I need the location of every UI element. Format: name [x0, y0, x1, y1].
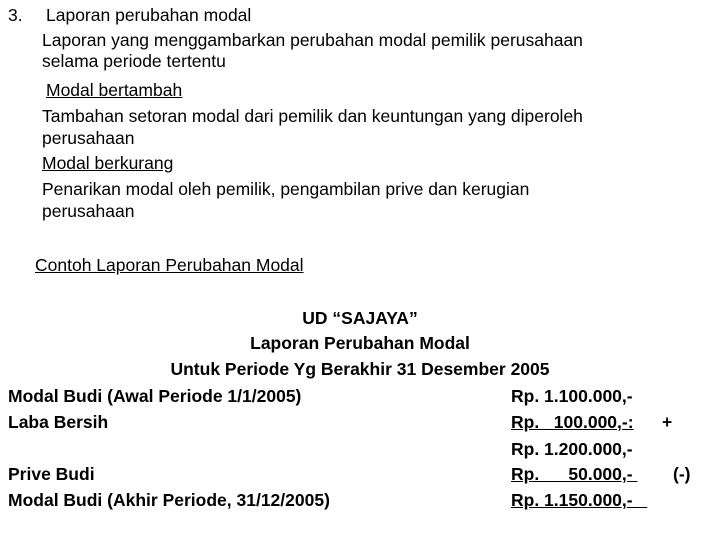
- row-operator-minus: (-): [673, 464, 691, 484]
- report-period: Untuk Periode Yg Berakhir 31 Desember 2005: [170, 359, 550, 379]
- section-title: Laporan perubahan modal: [46, 5, 252, 25]
- row-operator-plus: +: [662, 412, 673, 432]
- definition-line-1: Laporan yang menggambarkan perubahan modal pemilik perusahaan: [42, 30, 583, 50]
- decrease-line-2: perusahaan: [42, 201, 135, 221]
- row-amount-net-income: Rp. 100.000,-:: [511, 412, 634, 432]
- increase-line-2: perusahaan: [42, 128, 135, 148]
- definition-line-2: selama periode tertentu: [42, 51, 226, 71]
- row-label-closing-capital: Modal Budi (Akhir Periode, 31/12/2005): [8, 490, 330, 510]
- row-amount-closing-capital: Rp. 1.150.000,-: [511, 490, 648, 510]
- increase-line-1: Tambahan setoran modal dari pemilik dan keuntungan yang diperoleh: [42, 106, 583, 126]
- increase-heading: Modal bertambah: [46, 80, 183, 100]
- row-label-net-income: Laba Bersih: [8, 412, 109, 432]
- decrease-line-1: Penarikan modal oleh pemilik, pengambilan prive dan kerugian: [42, 179, 530, 199]
- example-heading: Contoh Laporan Perubahan Modal: [35, 255, 304, 275]
- row-label-prive: Prive Budi: [8, 464, 95, 484]
- company-name: UD “SAJAYA”: [302, 308, 418, 328]
- report-title: Laporan Perubahan Modal: [250, 333, 470, 353]
- row-amount-opening-capital: Rp. 1.100.000,-: [511, 386, 633, 406]
- section-number: 3.: [8, 5, 23, 25]
- decrease-heading: Modal berkurang: [42, 153, 174, 173]
- row-label-opening-capital: Modal Budi (Awal Periode 1/1/2005): [8, 386, 302, 406]
- row-amount-subtotal: Rp. 1.200.000,-: [511, 439, 633, 459]
- row-amount-prive: Rp. 50.000,-: [511, 464, 638, 484]
